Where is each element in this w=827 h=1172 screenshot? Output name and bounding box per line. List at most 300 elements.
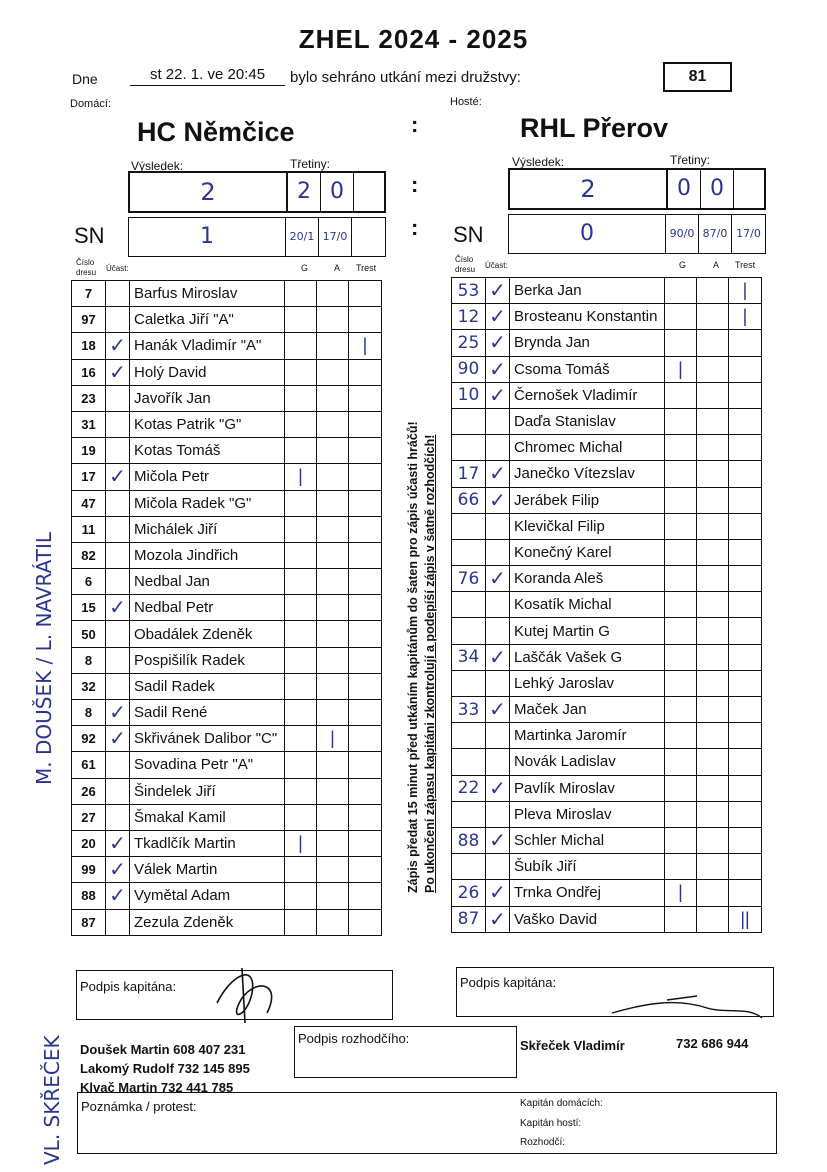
home-score[interactable]: 2 [130,173,288,211]
goals-cell[interactable]: | [665,880,697,906]
guest-sn-box [508,214,766,254]
participation-mark[interactable]: ✓ [106,726,130,752]
penalty-cell[interactable] [349,830,382,856]
goals-cell[interactable] [665,592,697,618]
participation-mark[interactable] [106,673,130,699]
home-period-1[interactable]: 2 [288,173,321,211]
assists-cell[interactable] [697,801,729,827]
player-name: Sadil Radek [130,673,285,699]
goals-cell[interactable] [665,278,697,304]
goals-cell[interactable] [665,854,697,880]
match-number[interactable]: 81 [663,62,732,92]
jersey-number[interactable]: 76 [452,566,486,592]
penalty-cell[interactable] [349,516,382,542]
jersey-number[interactable]: 12 [452,304,486,330]
participation-mark[interactable]: ✓ [106,595,130,621]
goals-cell[interactable] [665,697,697,723]
jersey-number[interactable] [452,408,486,434]
referee-sign-box[interactable] [294,1026,517,1078]
goals-cell[interactable] [665,827,697,853]
guest-captain-sign-box[interactable] [456,967,774,1017]
participation-mark[interactable] [106,438,130,464]
goals-cell[interactable] [285,569,317,595]
assists-cell[interactable] [697,382,729,408]
goals-cell[interactable] [285,752,317,778]
table-row [452,435,762,461]
goals-cell[interactable] [285,595,317,621]
table-row [452,906,762,932]
assists-cell[interactable] [317,490,349,516]
table-row [72,857,382,883]
jersey-number[interactable]: 15 [72,595,106,621]
penalty-cell[interactable] [349,438,382,464]
penalty-cell[interactable] [729,408,762,434]
participation-mark[interactable] [486,801,510,827]
assists-cell[interactable] [697,749,729,775]
penalty-cell[interactable] [349,857,382,883]
assists-cell[interactable] [697,827,729,853]
participation-mark[interactable]: ✓ [486,880,510,906]
jersey-number[interactable]: 47 [72,490,106,516]
jersey-number[interactable]: 17 [452,461,486,487]
guest-sn-shot-2[interactable]: 87/0 [699,215,732,253]
assists-cell[interactable] [317,830,349,856]
participation-mark[interactable] [106,542,130,568]
assists-cell[interactable] [317,359,349,385]
goals-cell[interactable] [665,382,697,408]
participation-mark[interactable] [106,778,130,804]
goals-cell[interactable] [665,644,697,670]
player-name: Csoma Tomáš [510,356,665,382]
assists-cell[interactable] [697,906,729,932]
home-period-2[interactable]: 0 [321,173,354,211]
jersey-number[interactable]: 11 [72,516,106,542]
jersey-number[interactable] [452,723,486,749]
contact-3: Klvač Martin 732 441 785 [80,1080,234,1095]
goals-cell[interactable] [285,621,317,647]
assists-cell[interactable] [317,647,349,673]
participation-mark[interactable] [486,618,510,644]
player-name: Pleva Miroslav [510,801,665,827]
jersey-number[interactable]: 19 [72,438,106,464]
participation-mark[interactable]: ✓ [486,330,510,356]
penalty-cell[interactable] [349,307,382,333]
participation-mark[interactable] [486,749,510,775]
player-name: Černošek Vladimír [510,382,665,408]
assists-cell[interactable] [697,566,729,592]
goals-cell[interactable] [285,883,317,909]
participation-mark[interactable] [106,490,130,516]
guest-score[interactable]: 2 [510,170,668,208]
participation-mark[interactable] [106,516,130,542]
guest-period-2[interactable]: 0 [701,170,734,208]
goals-cell[interactable] [665,435,697,461]
date-value[interactable]: st 22. 1. ve 20:45 [130,66,285,86]
assists-cell[interactable] [317,333,349,359]
participation-mark[interactable] [486,513,510,539]
played-text: bylo sehráno utkání mezi družstvy: [290,69,521,86]
penalty-cell[interactable] [349,490,382,516]
player-name: Brynda Jan [510,330,665,356]
participation-mark[interactable]: ✓ [486,304,510,330]
participation-mark[interactable]: ✓ [106,857,130,883]
jersey-number[interactable] [452,854,486,880]
assists-cell[interactable] [697,461,729,487]
goals-cell[interactable] [285,700,317,726]
jersey-number[interactable]: 17 [72,464,106,490]
assists-cell[interactable]: | [317,726,349,752]
penalty-cell[interactable] [349,569,382,595]
goals-cell[interactable] [285,726,317,752]
jersey-number[interactable]: 26 [72,778,106,804]
jersey-number[interactable]: 18 [72,333,106,359]
jersey-number[interactable]: 61 [72,752,106,778]
assists-cell[interactable] [317,909,349,935]
penalty-cell[interactable] [349,411,382,437]
player-name: Klevičkal Filip [510,513,665,539]
jersey-number[interactable] [452,749,486,775]
goals-cell[interactable] [665,906,697,932]
goals-cell[interactable] [285,542,317,568]
participation-mark[interactable]: ✓ [486,644,510,670]
jersey-number[interactable]: 32 [72,673,106,699]
table-row [72,883,382,909]
home-sn-value[interactable]: 1 [129,218,286,256]
goals-cell[interactable] [285,647,317,673]
goals-cell[interactable] [665,801,697,827]
goals-cell[interactable] [285,359,317,385]
assists-cell[interactable] [697,670,729,696]
assists-cell[interactable] [697,487,729,513]
assists-cell[interactable] [697,644,729,670]
penalty-cell[interactable] [349,281,382,307]
assists-cell[interactable] [697,592,729,618]
jersey-number[interactable]: 34 [452,644,486,670]
penalty-cell[interactable] [349,752,382,778]
penalty-cell[interactable] [729,487,762,513]
goals-cell[interactable] [285,385,317,411]
guest-period-1[interactable]: 0 [668,170,701,208]
penalty-cell[interactable] [729,827,762,853]
participation-mark[interactable] [486,539,510,565]
assists-cell[interactable] [697,618,729,644]
participation-mark[interactable]: ✓ [486,827,510,853]
participation-mark[interactable]: ✓ [486,461,510,487]
penalty-cell[interactable] [729,644,762,670]
participation-mark[interactable] [106,281,130,307]
table-row [452,278,762,304]
jersey-number[interactable] [452,435,486,461]
penalty-cell[interactable] [729,435,762,461]
penalty-cell[interactable] [729,749,762,775]
note-label[interactable]: Poznámka / protest: [81,1099,197,1114]
assists-cell[interactable] [317,411,349,437]
goals-cell[interactable] [665,566,697,592]
assists-cell[interactable] [317,621,349,647]
participation-mark[interactable] [106,411,130,437]
assists-cell[interactable] [317,307,349,333]
assists-cell[interactable] [697,330,729,356]
goals-cell[interactable] [665,775,697,801]
goals-cell[interactable] [285,438,317,464]
player-name: Zezula Zdeněk [130,909,285,935]
jersey-number[interactable]: 27 [72,804,106,830]
guest-sn-shot-3[interactable]: 17/0 [736,227,761,240]
penalty-cell[interactable] [729,854,762,880]
penalty-cell[interactable]: || [729,906,762,932]
goals-cell[interactable] [665,749,697,775]
goals-cell[interactable] [285,333,317,359]
jersey-number[interactable]: 23 [72,385,106,411]
jersey-number[interactable]: 88 [72,883,106,909]
penalty-cell[interactable] [349,778,382,804]
table-row [452,827,762,853]
goals-cell[interactable] [665,618,697,644]
assists-cell[interactable] [697,697,729,723]
jersey-number[interactable]: 66 [452,487,486,513]
participation-mark[interactable] [486,670,510,696]
penalty-cell[interactable] [349,909,382,935]
jersey-number[interactable]: 20 [72,830,106,856]
participation-mark[interactable]: ✓ [486,697,510,723]
jersey-number[interactable]: 82 [72,542,106,568]
jersey-number[interactable]: 7 [72,281,106,307]
assists-cell[interactable] [317,542,349,568]
goals-cell[interactable] [285,673,317,699]
assists-cell[interactable] [317,883,349,909]
jersey-number[interactable]: 99 [72,857,106,883]
table-row [72,411,382,437]
home-captain-sign-box[interactable] [76,970,393,1020]
assists-cell[interactable] [317,778,349,804]
jersey-number[interactable]: 8 [72,647,106,673]
participation-mark[interactable]: ✓ [106,700,130,726]
jersey-number[interactable]: 87 [72,909,106,935]
penalty-cell[interactable] [729,461,762,487]
participation-mark[interactable] [106,385,130,411]
penalty-cell[interactable] [729,566,762,592]
jersey-number[interactable]: 88 [452,827,486,853]
home-period-3[interactable] [354,173,384,211]
home-sn-shot-2[interactable]: 17/0 [319,218,352,256]
assists-cell[interactable] [697,435,729,461]
assists-cell[interactable] [317,857,349,883]
participation-mark[interactable] [486,435,510,461]
penalty-cell[interactable] [349,464,382,490]
penalty-cell[interactable] [729,513,762,539]
participation-mark[interactable]: ✓ [486,487,510,513]
jersey-number[interactable]: 90 [452,356,486,382]
jersey-number[interactable]: 97 [72,307,106,333]
penalty-cell[interactable]: | [349,333,382,359]
participation-mark[interactable]: ✓ [106,883,130,909]
guest-sn-value[interactable]: 0 [509,215,666,253]
participation-mark[interactable]: ✓ [486,356,510,382]
jersey-number[interactable]: 8 [72,700,106,726]
participation-mark[interactable] [486,592,510,618]
participation-mark[interactable] [106,621,130,647]
player-name: Kotas Tomáš [130,438,285,464]
jersey-number[interactable] [452,592,486,618]
penalty-cell[interactable] [729,801,762,827]
goals-cell[interactable] [285,778,317,804]
assists-cell[interactable] [697,723,729,749]
assists-cell[interactable] [697,854,729,880]
player-name: Pospišilík Radek [130,647,285,673]
assists-cell[interactable] [317,804,349,830]
participation-mark[interactable] [106,909,130,935]
jersey-number[interactable]: 6 [72,569,106,595]
player-name: Šindelek Jiří [130,778,285,804]
penalty-cell[interactable] [349,700,382,726]
goals-cell[interactable] [285,411,317,437]
participation-mark[interactable] [486,854,510,880]
jersey-number[interactable]: 31 [72,411,106,437]
table-row [72,804,382,830]
home-sn-shot-3[interactable] [352,218,385,256]
jersey-number[interactable]: 26 [452,880,486,906]
assists-cell[interactable] [317,464,349,490]
goals-cell[interactable]: | [285,830,317,856]
penalty-cell[interactable] [349,883,382,909]
penalty-cell[interactable] [729,723,762,749]
penalty-cell[interactable] [349,673,382,699]
home-sn-shot-1[interactable]: 20/1 [286,218,319,256]
assists-cell[interactable] [697,278,729,304]
assists-cell[interactable] [697,356,729,382]
jersey-number[interactable]: 92 [72,726,106,752]
assists-cell[interactable] [697,513,729,539]
table-row [452,670,762,696]
assists-cell[interactable] [317,516,349,542]
participation-mark[interactable] [486,408,510,434]
assists-cell[interactable] [697,775,729,801]
goals-cell[interactable] [285,516,317,542]
participation-mark[interactable] [106,569,130,595]
assists-cell[interactable] [317,700,349,726]
participation-mark[interactable]: ✓ [106,359,130,385]
jersey-number[interactable] [452,801,486,827]
goals-cell[interactable] [285,490,317,516]
jersey-number[interactable] [452,670,486,696]
assists-cell[interactable] [317,595,349,621]
assists-cell[interactable] [697,880,729,906]
jersey-number[interactable] [452,539,486,565]
guest-period-3[interactable] [734,170,764,208]
penalty-cell[interactable] [349,542,382,568]
goals-cell[interactable] [665,408,697,434]
assists-cell[interactable] [317,673,349,699]
participation-mark[interactable]: ✓ [486,775,510,801]
assists-cell[interactable] [697,408,729,434]
goals-cell[interactable] [665,723,697,749]
penalty-cell[interactable] [729,618,762,644]
participation-mark[interactable]: ✓ [486,566,510,592]
penalty-cell[interactable] [349,621,382,647]
assists-cell[interactable] [317,385,349,411]
goals-cell[interactable] [285,281,317,307]
table-row [72,595,382,621]
goals-cell[interactable] [285,909,317,935]
assists-cell[interactable] [317,569,349,595]
penalty-cell[interactable] [349,726,382,752]
participation-mark[interactable] [106,307,130,333]
goals-cell[interactable] [665,461,697,487]
penalty-cell[interactable] [729,670,762,696]
penalty-cell[interactable] [349,804,382,830]
jersey-number[interactable]: 87 [452,906,486,932]
goals-cell[interactable] [285,857,317,883]
participation-mark[interactable]: ✓ [106,464,130,490]
guest-sn-shot-1[interactable]: 90/0 [666,215,699,253]
penalty-cell[interactable] [349,595,382,621]
assists-cell[interactable] [317,438,349,464]
participation-mark[interactable] [486,723,510,749]
participation-mark[interactable] [106,647,130,673]
jersey-number[interactable] [452,513,486,539]
participation-mark[interactable] [106,804,130,830]
penalty-cell[interactable] [349,359,382,385]
penalty-cell[interactable] [729,539,762,565]
goals-cell[interactable] [285,804,317,830]
goals-cell[interactable] [665,330,697,356]
jersey-number[interactable]: 10 [452,382,486,408]
jersey-number[interactable]: 25 [452,330,486,356]
participation-mark[interactable]: ✓ [486,906,510,932]
assists-cell[interactable] [317,752,349,778]
participation-mark[interactable]: ✓ [106,830,130,856]
goals-cell[interactable] [665,539,697,565]
goals-cell[interactable] [665,670,697,696]
penalty-cell[interactable] [729,382,762,408]
penalty-cell[interactable] [729,592,762,618]
jersey-number[interactable] [452,618,486,644]
penalty-cell[interactable] [729,356,762,382]
jersey-number[interactable]: 50 [72,621,106,647]
home-part-header: Účast: [106,264,129,273]
assists-cell[interactable] [317,281,349,307]
penalty-cell[interactable]: | [729,278,762,304]
jersey-number[interactable]: 53 [452,278,486,304]
penalty-cell[interactable]: | [729,304,762,330]
assists-cell[interactable] [697,539,729,565]
assists-cell[interactable] [697,304,729,330]
goals-cell[interactable]: | [665,356,697,382]
penalty-cell[interactable] [729,880,762,906]
participation-mark[interactable]: ✓ [486,278,510,304]
participation-mark[interactable]: ✓ [106,333,130,359]
goals-cell[interactable] [665,304,697,330]
goals-cell[interactable] [665,487,697,513]
jersey-number[interactable]: 33 [452,697,486,723]
penalty-cell[interactable] [729,775,762,801]
colon-3: : [411,215,419,240]
jersey-number[interactable]: 16 [72,359,106,385]
table-row [72,464,382,490]
penalty-cell[interactable] [349,385,382,411]
goals-cell[interactable]: | [285,464,317,490]
penalty-cell[interactable] [349,647,382,673]
table-row [452,461,762,487]
penalty-cell[interactable] [729,697,762,723]
goals-cell[interactable] [665,513,697,539]
referee-sign-label: Podpis rozhodčího: [298,1031,410,1046]
goals-cell[interactable] [285,307,317,333]
participation-mark[interactable] [106,752,130,778]
penalty-cell[interactable] [729,330,762,356]
participation-mark[interactable]: ✓ [486,382,510,408]
jersey-number[interactable]: 22 [452,775,486,801]
